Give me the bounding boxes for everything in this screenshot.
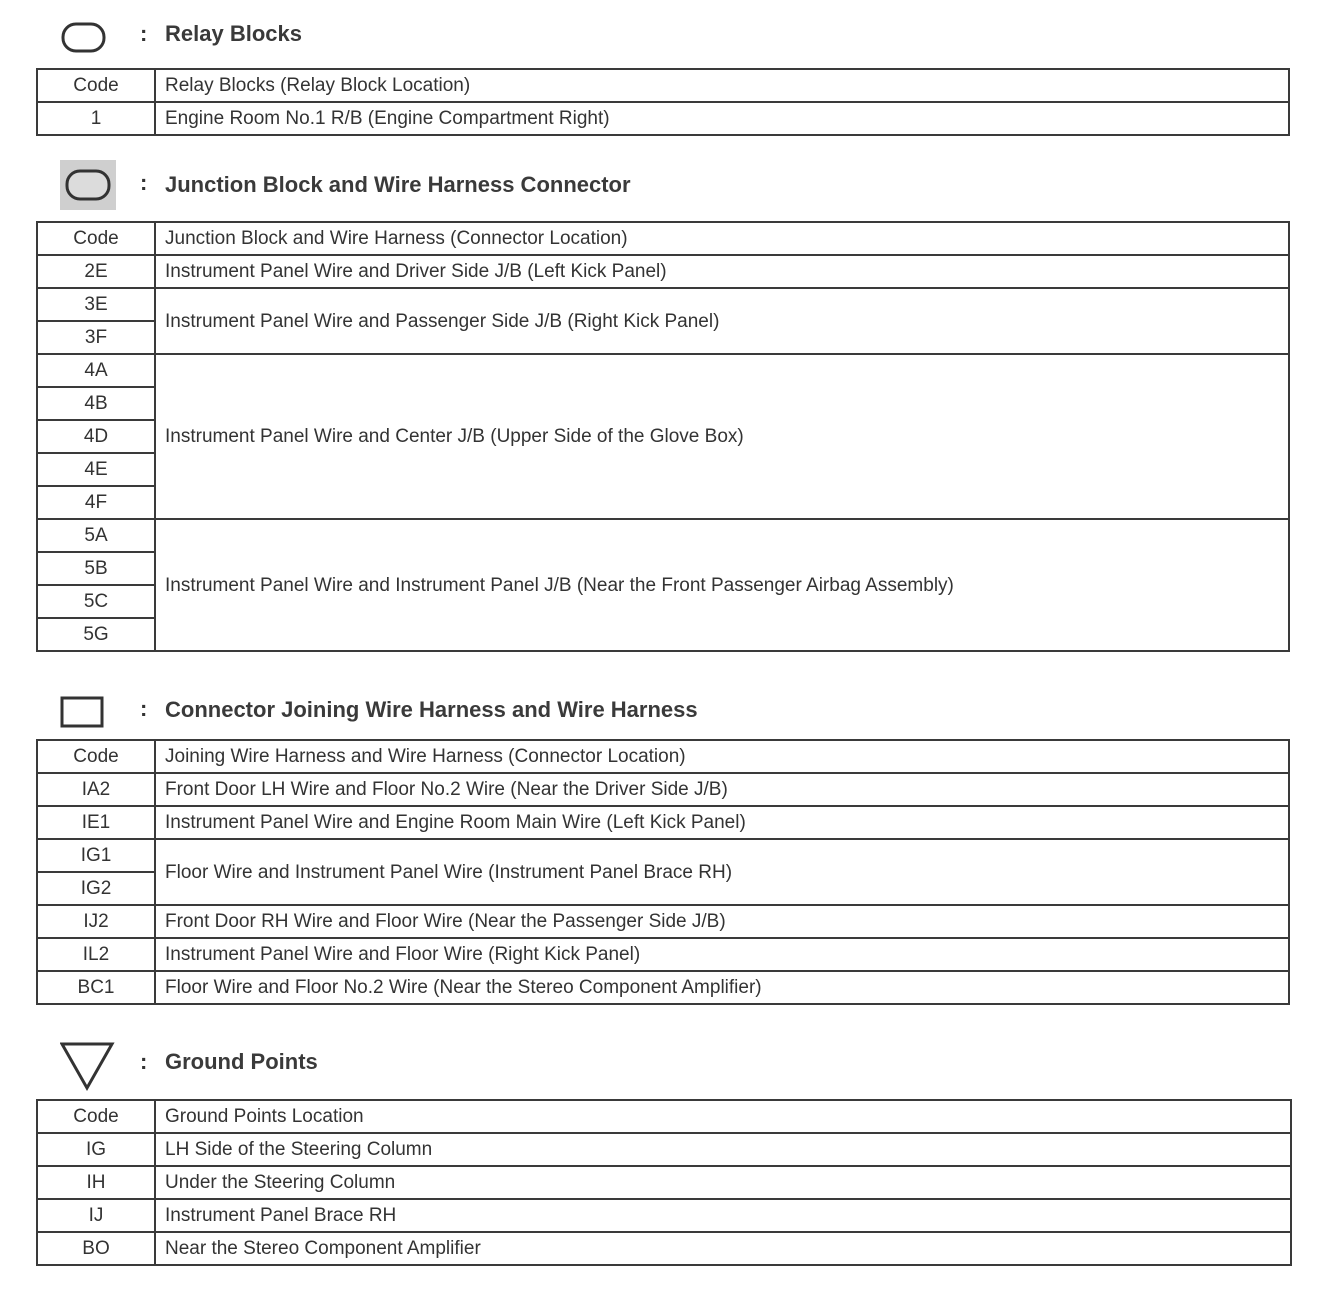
table-row xyxy=(37,288,1289,321)
desc-cell: Instrument Panel Brace RH xyxy=(155,1199,1291,1232)
table-row xyxy=(37,905,1289,938)
header-desc: Junction Block and Wire Harness (Connector Location) xyxy=(155,222,1289,255)
code-cell: 5G xyxy=(37,618,155,651)
desc-cell: Floor Wire and Instrument Panel Wire (Instrument Panel Brace RH) xyxy=(155,839,1289,905)
table-row xyxy=(37,773,1289,806)
table-header-row xyxy=(37,740,1289,773)
code-cell: 5B xyxy=(37,552,155,585)
desc-cell: LH Side of the Steering Column xyxy=(155,1133,1291,1166)
section-title: Junction Block and Wire Harness Connector xyxy=(165,172,631,197)
desc-cell: Floor Wire and Floor No.2 Wire (Near the Stereo Component Amplifier) xyxy=(155,971,1289,1004)
colon: : xyxy=(140,170,148,195)
table-header-row xyxy=(37,69,1289,102)
desc-cell: Front Door LH Wire and Floor No.2 Wire (Near the Driver Side J/B) xyxy=(155,773,1289,806)
table-row xyxy=(37,1199,1291,1232)
code-cell: 4E xyxy=(37,453,155,486)
table-row xyxy=(37,806,1289,839)
header-code: Code xyxy=(37,69,155,102)
desc-cell: Near the Stereo Component Amplifier xyxy=(155,1232,1291,1265)
header-desc: Relay Blocks (Relay Block Location) xyxy=(155,69,1289,102)
code-cell: 4B xyxy=(37,387,155,420)
colon: : xyxy=(140,21,148,46)
header-desc: Joining Wire Harness and Wire Harness (Connector Location) xyxy=(155,740,1289,773)
table-row xyxy=(37,519,1289,552)
ground-points-table xyxy=(36,1099,1292,1266)
section-title: Ground Points xyxy=(165,1049,318,1074)
colon: : xyxy=(140,1049,148,1074)
code-cell: BO xyxy=(37,1232,155,1265)
header-desc: Ground Points Location xyxy=(155,1100,1291,1133)
desc-cell: Front Door RH Wire and Floor Wire (Near the Passenger Side J/B) xyxy=(155,905,1289,938)
code-cell: 4F xyxy=(37,486,155,519)
table-row xyxy=(37,1133,1291,1166)
desc-cell: Instrument Panel Wire and Engine Room Main Wire (Left Kick Panel) xyxy=(155,806,1289,839)
section-title: Connector Joining Wire Harness and Wire Harness xyxy=(165,697,698,722)
code-cell: IG xyxy=(37,1133,155,1166)
desc-cell: Instrument Panel Wire and Driver Side J/B (Left Kick Panel) xyxy=(155,255,1289,288)
code-cell: 4D xyxy=(37,420,155,453)
code-cell: IE1 xyxy=(37,806,155,839)
table-row xyxy=(37,1166,1291,1199)
code-cell: 5A xyxy=(37,519,155,552)
triangle-symbol-icon xyxy=(60,1040,120,1092)
desc-cell: Instrument Panel Wire and Center J/B (Upper Side of the Glove Box) xyxy=(155,354,1289,519)
code-cell: IL2 xyxy=(37,938,155,971)
header-code: Code xyxy=(37,740,155,773)
table-row xyxy=(37,839,1289,872)
relay-blocks-table xyxy=(36,68,1290,136)
desc-cell: Instrument Panel Wire and Floor Wire (Right Kick Panel) xyxy=(155,938,1289,971)
header-code: Code xyxy=(37,222,155,255)
table-row xyxy=(37,255,1289,288)
code-cell: IH xyxy=(37,1166,155,1199)
code-cell: 3E xyxy=(37,288,155,321)
table-row xyxy=(37,354,1289,387)
table-row xyxy=(37,938,1289,971)
code-cell: IG1 xyxy=(37,839,155,872)
code-cell: IJ xyxy=(37,1199,155,1232)
table-header-row xyxy=(37,1100,1291,1133)
table-row xyxy=(37,102,1289,135)
junction-block-table xyxy=(36,221,1290,652)
shaded-rounded-rect-symbol-icon xyxy=(60,160,120,212)
code-cell: IG2 xyxy=(37,872,155,905)
code-cell: 4A xyxy=(37,354,155,387)
table-row xyxy=(37,1232,1291,1265)
code-cell: 3F xyxy=(37,321,155,354)
rounded-rect-symbol-icon xyxy=(60,18,110,58)
desc-cell: Under the Steering Column xyxy=(155,1166,1291,1199)
code-cell: 5C xyxy=(37,585,155,618)
code-cell: 2E xyxy=(37,255,155,288)
connector-joining-table xyxy=(36,739,1290,1005)
desc-cell: Engine Room No.1 R/B (Engine Compartment Right) xyxy=(155,102,1289,135)
code-cell: IA2 xyxy=(37,773,155,806)
desc-cell: Instrument Panel Wire and Instrument Panel J/B (Near the Front Passenger Airbag Assembly) xyxy=(155,519,1289,651)
section-title: Relay Blocks xyxy=(165,21,302,46)
code-cell: 1 xyxy=(37,102,155,135)
header-code: Code xyxy=(37,1100,155,1133)
table-row xyxy=(37,971,1289,1004)
code-cell: BC1 xyxy=(37,971,155,1004)
code-cell: IJ2 xyxy=(37,905,155,938)
square-symbol-icon xyxy=(60,690,110,730)
desc-cell: Instrument Panel Wire and Passenger Side J/B (Right Kick Panel) xyxy=(155,288,1289,354)
table-header-row xyxy=(37,222,1289,255)
colon: : xyxy=(140,696,148,721)
